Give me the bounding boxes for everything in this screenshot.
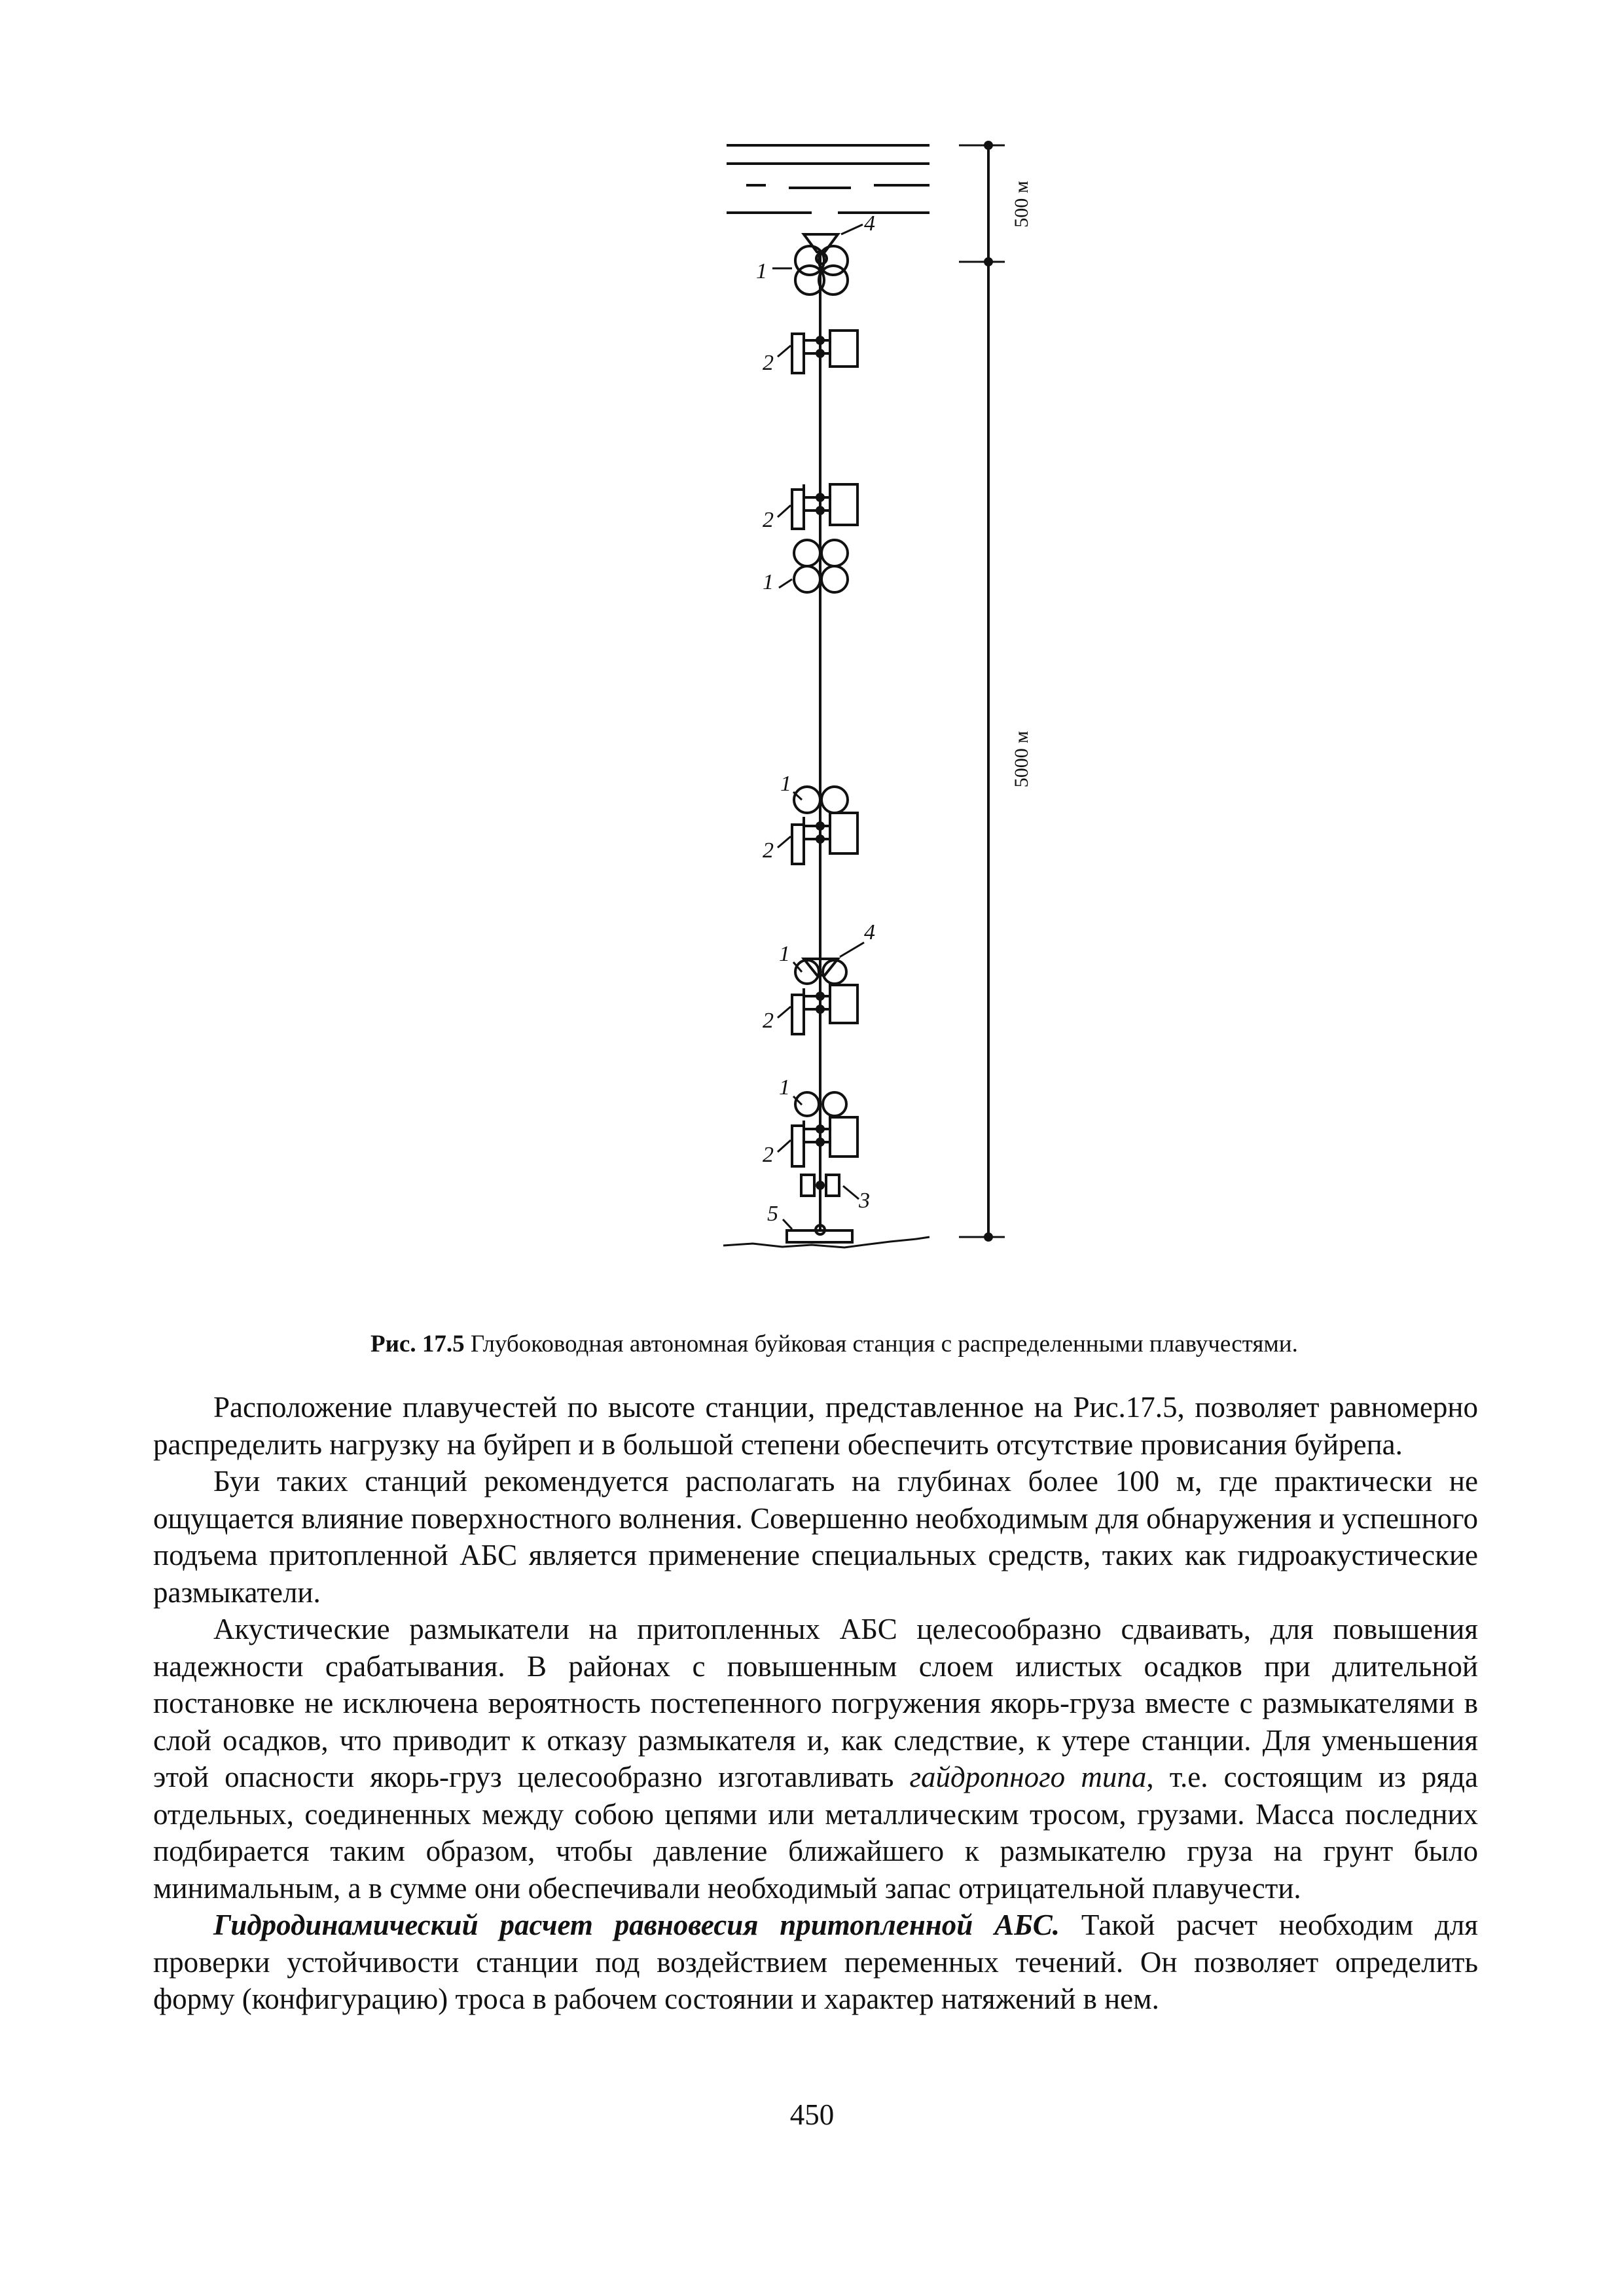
label-anchor: 5: [767, 1202, 778, 1226]
instrument-unit-3: [792, 813, 857, 864]
label-float-3: 1: [780, 772, 791, 796]
instrument-unit-5: [792, 1117, 857, 1166]
figure-caption: [370, 1330, 1483, 1358]
italic-term: гайдропного типа: [909, 1761, 1147, 1793]
depth-dimension-line: [959, 142, 1005, 1240]
paragraph-1: Расположение плавучестей по высоте станции, представленное на Рис.17.5, позволяет равномерно распределить нагрузку на буйреп и в большой степени обеспечить отсутствие провисания буйрепа.: [153, 1391, 1478, 1461]
depth-label-5000: 5000 м: [1011, 730, 1032, 788]
instrument-unit-4: [792, 985, 857, 1034]
label-float-4: 1: [779, 942, 790, 966]
label-beacon-lower: 4: [864, 920, 875, 944]
label-instrument-5: 2: [763, 1143, 774, 1167]
paragraph-4: Гидродинамический расчет равновесия притопленной АБС. Такой расчет необходим для проверки устойчивости станции под воздействием переменных течений. Он позволяет определить форму (конфигурацию) троса в рабочем состоянии и характер натяжений в нем.: [153, 1909, 1478, 2015]
label-release: 3: [859, 1189, 870, 1213]
figure-caption-prefix: Рис. 17.5: [370, 1331, 465, 1357]
label-instrument-4: 2: [763, 1009, 774, 1033]
paragraph-3: Акустические размыкатели на притопленных АБС целесообразно сдваивать, для повышения надежности срабатывания. В районах с повышенным слоем илистых осадков при длительной постановке не исключена вероятность постепенного погружения якорь-груза вместе с размыкателями в слой осадков, что приводит к отказу размыкателя и, как следствие, к утере станции. Для уменьшения этой опасности якорь-груз целесообразно изготавливать гайдропного типа, т.е. состоящим из ряда отдельных, соединенных между собою цепями или металлическим тросом, грузами. Масса последних подбирается таким образом, чтобы давление ближайшего к размыкателю груза на грунт было минимальным, а в сумме они обеспечивали необходимый запас отрицательной плавучести.: [153, 1613, 1479, 1905]
water-surface-lines: [727, 145, 929, 213]
paragraph-2: Буи таких станций рекомендуется располагать на глубинах более 100 м, где практически не ощущается влияние поверхностного волнения. Совершенно необходимым для обнаружения и успешного подъема притопленной АБС является применение специальных средств, таких как гидроакустические размыкатели.: [153, 1465, 1478, 1609]
section-heading: Гидродинамический расчет равновесия притопленной АБС.: [213, 1909, 1060, 1941]
label-instrument-2: 2: [763, 508, 774, 532]
label-instrument-3: 2: [763, 838, 774, 863]
label-beacon-top: 4: [864, 211, 875, 236]
figure-caption-text: Глубоководная автономная буйковая станция с распределенными плавучестями.: [464, 1331, 1298, 1357]
body-text: [153, 1389, 1478, 2018]
label-float-2: 1: [763, 570, 774, 594]
page-number: 450: [789, 2098, 835, 2131]
instrument-unit-1: [792, 331, 857, 373]
label-float-top: 1: [756, 259, 767, 283]
instrument-unit-2: [792, 484, 857, 529]
label-float-5: 1: [779, 1075, 790, 1100]
depth-label-500: 500 м: [1011, 181, 1032, 228]
label-instrument-1: 2: [763, 351, 774, 375]
